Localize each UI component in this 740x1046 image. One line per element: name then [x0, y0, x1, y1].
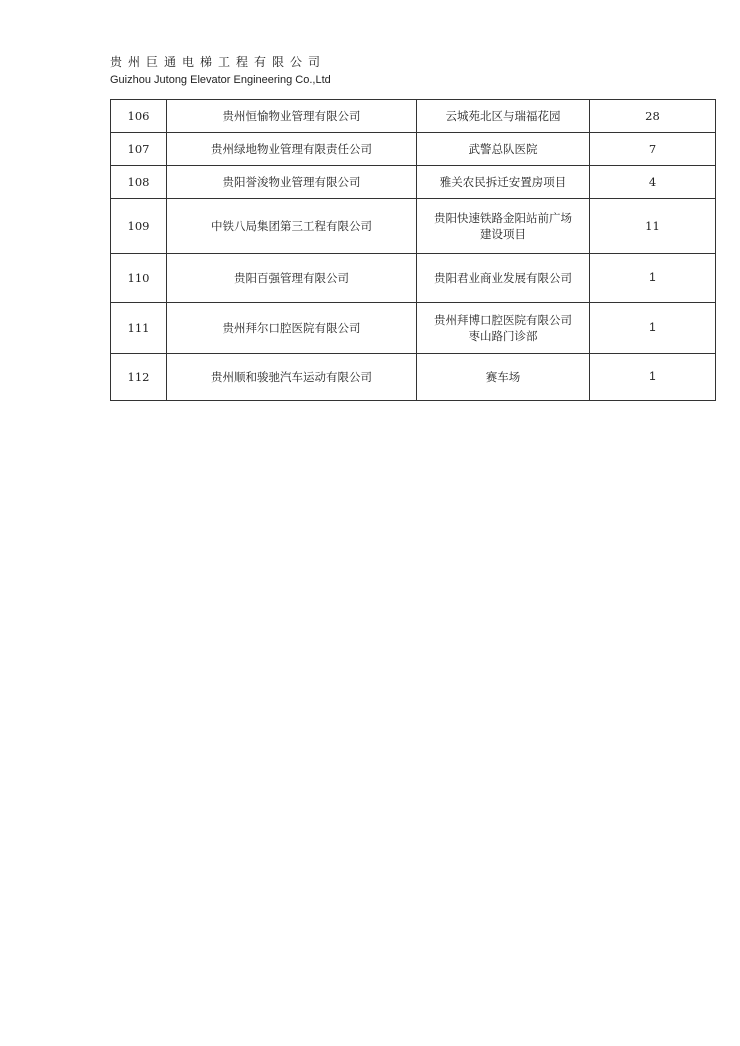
project-line: 贵州拜博口腔医院有限公司 — [434, 313, 572, 327]
project-cell — [417, 166, 590, 199]
company-cell: 贵州恒愉物业管理有限公司 — [167, 100, 417, 133]
project-line: 云城苑北区与瑞福花园 — [445, 109, 561, 123]
count-cell: 11 — [590, 199, 716, 254]
project-line: 雅关农民拆迁安置房项目 — [439, 175, 567, 189]
row-number: 107 — [111, 133, 167, 166]
count-cell: 7 — [590, 133, 716, 166]
row-number: 111 — [111, 303, 167, 354]
project-cell — [417, 199, 590, 254]
project-cell — [417, 254, 590, 303]
count-cell: 1 — [590, 303, 716, 354]
project-records-table — [110, 99, 716, 401]
company-cell: 中铁八局集团第三工程有限公司 — [167, 199, 417, 254]
company-cell: 贵阳百强管理有限公司 — [167, 254, 417, 303]
row-number: 110 — [111, 254, 167, 303]
company-cell: 贵州拜尔口腔医院有限公司 — [167, 303, 417, 354]
project-cell — [417, 100, 590, 133]
table-row — [111, 133, 716, 166]
table-row — [111, 166, 716, 199]
project-cell — [417, 133, 590, 166]
row-number: 108 — [111, 166, 167, 199]
count-cell: 4 — [590, 166, 716, 199]
project-line: 建设项目 — [480, 227, 526, 241]
project-cell — [417, 303, 590, 354]
table-row — [111, 303, 716, 354]
project-line: 贵阳快速铁路金阳站前广场 — [434, 211, 572, 225]
company-cell: 贵阳誉浚物业管理有限公司 — [167, 166, 417, 199]
project-line: 赛车场 — [485, 370, 521, 384]
table-row — [111, 354, 716, 401]
letterhead — [110, 54, 630, 88]
count-cell: 1 — [590, 354, 716, 401]
company-cell: 贵州绿地物业管理有限责任公司 — [167, 133, 417, 166]
count-cell: 1 — [590, 254, 716, 303]
table-row — [111, 199, 716, 254]
count-cell: 28 — [590, 100, 716, 133]
table-row — [111, 254, 716, 303]
row-number: 109 — [111, 199, 167, 254]
project-line: 武警总队医院 — [468, 142, 538, 156]
table-row — [111, 100, 716, 133]
company-name-chinese: 贵州巨通电梯工程有限公司 — [110, 55, 327, 69]
company-name-english: Guizhou Jutong Elevator Engineering Co.,Ltd — [110, 74, 331, 86]
company-cell: 贵州顺和骏驰汽车运动有限公司 — [167, 354, 417, 401]
row-number: 112 — [111, 354, 167, 401]
project-line: 枣山路门诊部 — [468, 329, 538, 343]
project-cell — [417, 354, 590, 401]
project-line: 贵阳君业商业发展有限公司 — [434, 271, 572, 285]
row-number: 106 — [111, 100, 167, 133]
